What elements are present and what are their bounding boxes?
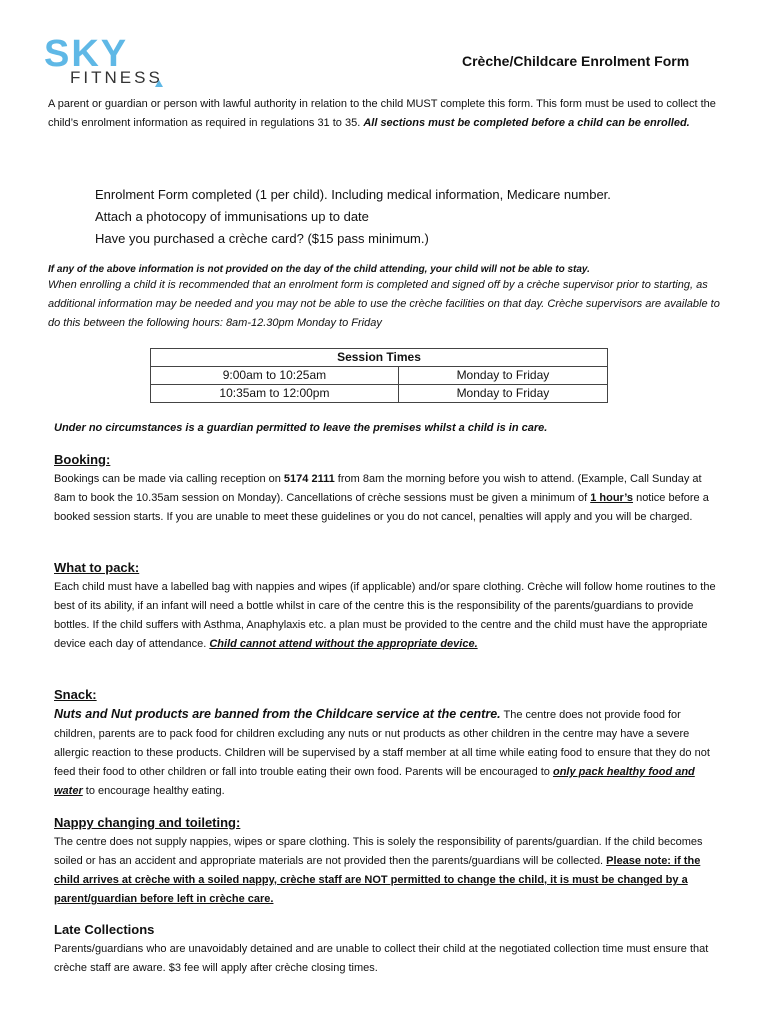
intro-text: A parent or guardian or person with lawful authority in relation to the child MUST complete this form. This form must be used to collect the child’s enrolment information as required in regulations 31 to 35. [48,98,716,129]
checklist-item: Have you purchased a crèche card? ($15 pass minimum.) [95,231,429,246]
snack-emphasis: only pack healthy food and water [54,766,695,797]
late-paragraph: Parents/guardians who are unavoidably detained and are unable to collect their child at the negotiated collection time must ensure that crèche staff are aware. $3 fee will apply after crèche closing times. [54,943,709,974]
booking-heading: Booking: [54,452,111,467]
booking-text: from 8am the morning before you wish to attend. (Example, Call Sunday at 8am to book the 10.35am session on Monday). Cancellations of crèche sessions must be given a minimum of [54,473,702,504]
requirements-checklist [95,184,611,250]
late-heading: Late Collections [54,922,155,937]
nappy-heading: Nappy changing and toileting: [54,815,241,830]
booking-paragraph [54,470,718,527]
supervisor-note: When enrolling a child it is recommended that an enrolment form is completed and signed off by a crèche supervisor prior to starting, as additional information may be needed and you may not be able to use the crèche facilities on that day. Crèche supervisors are available to do this between the following hours: 8am-12.30pm Monday to Friday [48,279,720,329]
nappy-paragraph [54,833,718,909]
nut-ban: Nuts and Nut products are banned from the Childcare service at the centre. [54,707,501,721]
notice-period: 1 hour’s [590,492,634,504]
pack-emphasis: Child cannot attend without the appropriate device. [209,638,478,650]
intro-emphasis: All sections must be completed before a child can be enrolled. [363,117,690,129]
missing-info-warning: If any of the above information is not provided on the day of the child attending, your child will not be able to stay. [48,264,590,275]
guardian-rule: Under no circumstances is a guardian permitted to leave the premises whilst a child is in care. [54,422,548,434]
snack-text: to encourage healthy eating. [82,785,225,797]
pack-text: Each child must have a labelled bag with nappies and wipes (if applicable) and/or spare clothing. Crèche will follow home routines to the best of its ability, if an infant will need a bottle whilst in care of the centre this is the responsibility of the parents/guardians to provide bottles. If the child suffers with Asthma, Anaphylaxis etc. a plan must be provided to the centre and the child must have the appropriate device each day of attendance. [54,581,716,650]
session-time: 9:00am to 10:25am [151,367,399,385]
booking-text: notice before a booked session starts. If you are unable to meet these guidelines or you do not cancel, penalties will apply and you will be charged. [54,492,709,523]
session-times-table [150,348,608,403]
session-time: 10:35am to 12:00pm [151,385,399,403]
snack-heading: Snack: [54,687,97,702]
table-row [151,385,608,403]
sky-fitness-logo [44,34,174,94]
nappy-text: The centre does not supply nappies, wipes or spare clothing. This is solely the responsibility of parents/guardian. If the child becomes soiled or has an accident and appropriate materials are not provided then the parents/guardians will be collected. [54,836,703,867]
booking-text: Bookings can be made via calling reception on [54,473,284,485]
logo-sub: FITNESS [70,68,163,87]
session-table-header: Session Times [151,349,608,367]
reception-phone: 5174 2111 [283,473,335,485]
logo-brand: SKY [44,33,129,75]
pack-paragraph [54,578,718,654]
session-days: Monday to Friday [398,385,607,403]
nappy-emphasis: Please note: if the child arrives at crèche with a soiled nappy, crèche staff are NOT permitted to change the child, it is must be changed by a parent/guardian before left in crèche care. [54,855,701,905]
snack-paragraph [54,705,718,801]
table-row [151,367,608,385]
session-days: Monday to Friday [398,367,607,385]
logo-triangle-icon [155,80,163,87]
checklist-item: Attach a photocopy of immunisations up to date [95,209,369,224]
checklist-item: Enrolment Form completed (1 per child). Including medical information, Medicare number. [95,187,611,202]
form-title: Crèche/Childcare Enrolment Form [462,53,690,69]
pack-heading: What to pack: [54,560,140,575]
intro-paragraph [48,95,738,133]
snack-text: The centre does not provide food for children, parents are to pack food for children excluding any nuts or nut products as other children in the centre may have a severe allergic reaction to these products. Children will be supervised by a staff member at all time while eating food to ensure that they do not feed their food to other children or fall into trouble eating their own food. Parents will be encouraged to [54,709,710,778]
